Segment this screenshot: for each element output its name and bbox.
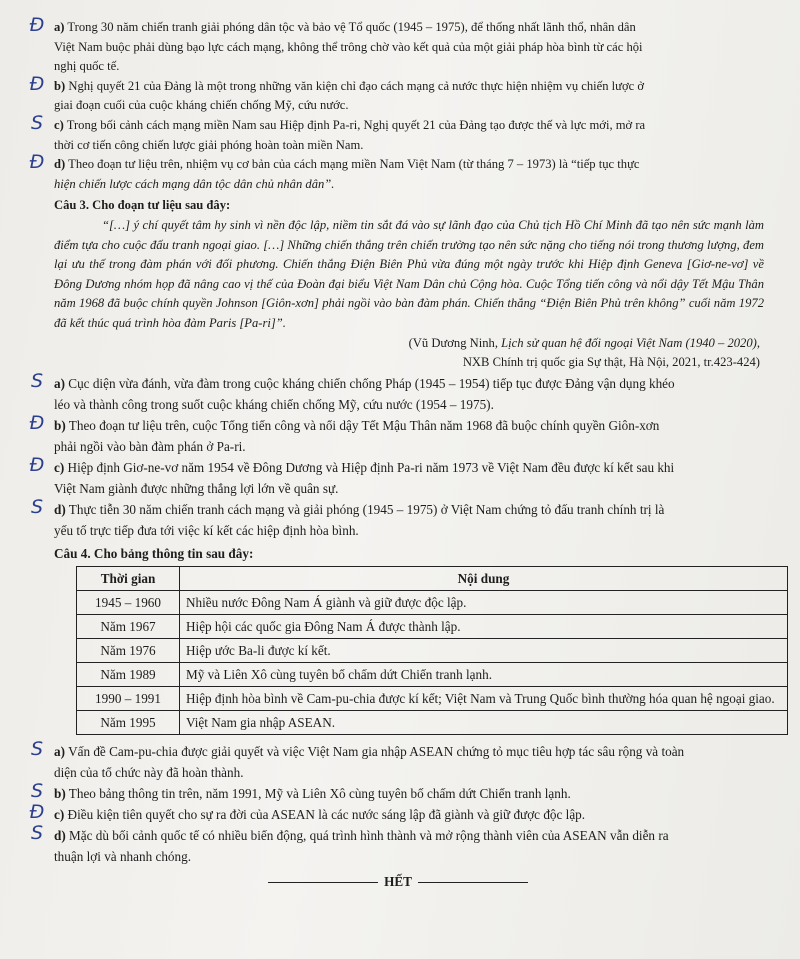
question-4-heading: Câu 4. Cho bảng thông tin sau đây: — [54, 545, 254, 561]
handwritten-mark: Đ — [29, 411, 45, 434]
q3-item-b: Đ b) Theo đoạn tư liệu trên, cuộc Tổng tiến công và nổi dậy Tết Mậu Thân năm 1968 đã buộc chính quyền Giôn-xơn — [29, 411, 660, 434]
p1-item-a: Đ a) Trong 30 năm chiến tranh giải phóng dân tộc và bảo vệ Tổ quốc (1945 – 1975), để thống nhất lãnh thổ, nhân dân — [29, 14, 636, 36]
table-row: Năm 1976 Hiệp ước Ba-li được kí kết. — [77, 638, 788, 662]
q4-item-c: Đ c) Điều kiện tiên quyết cho sự ra đời của ASEAN là các nước sáng lập đã giành và giữ được độc lập. — [29, 800, 586, 823]
table-header-row — [77, 566, 788, 590]
handwritten-mark: Đ — [29, 800, 45, 823]
p1-item-d: Đ d) Theo đoạn tư liệu trên, nhiệm vụ cơ bản của cách mạng miền Nam Việt Nam (từ tháng 7 – 1973) là “tiếp tục thực — [29, 151, 640, 174]
question-3-heading: Câu 3. Cho đoạn tư liệu sau đây: — [54, 198, 231, 213]
p1-item-b: Đ b) Nghị quyết 21 của Đảng là một trong những văn kiện chỉ đạo cách mạng cả nước thực hiện nhiệm vụ chiến lược ở — [29, 72, 645, 95]
table-row: Năm 1967 Hiệp hội các quốc gia Đông Nam Á được thành lập. — [77, 614, 788, 638]
table-row: Năm 1995 Việt Nam gia nhập ASEAN. — [77, 710, 788, 734]
table-row: 1945 – 1960 Nhiều nước Đông Nam Á giành và giữ được độc lập. — [77, 590, 788, 614]
part1-section: Đ a) Trong 30 năm chiến tranh giải phóng dân tộc và bảo vệ Tổ quốc (1945 – 1975), để thống nhất lãnh thổ, nhân dân Việt Nam buộc phải dùng bạo lực cách mạng, không thể trông chờ vào kết quả của một giải pháp hòa bình từ các hội nghị quốc tế. Đ b) Nghị quyết 21 của Đảng là một trong những văn kiện chỉ đạo cách mạng cả nước thực hiện nhiệm vụ chiến lược ở giai đoạn cuối của cuộc kháng chiến chống Mỹ, cứu nước. S c) Trong bối cảnh cách mạng miền Nam sau Hiệp định Pa-ri, Nghị quyết 21 của Đảng tạo được thế và lực mới, mở ra thời cơ tiến công chiến lược giải phóng hoàn toàn miền Nam. Đ d) Theo đoạn tư liệu trên, nhiệm vụ cơ bản của cách mạng miền Nam Việt Nam (từ tháng 7 – 1973) là “tiếp tục thực hiện chiến lược cách mạng dân tộc dân chủ nhân dân”. — [32, 18, 764, 194]
citation-line2: NXB Chính trị quốc gia Sự thật, Hà Nội, 2021, tr.423-424) — [462, 355, 760, 370]
question-4: Câu 4. Cho bảng thông tin sau đây: Thời gian Nội dung 1945 – 1960 Nhiều nước Đông Nam Á giành và giữ được độc lập. Năm 1967 Hiệp hội các quốc gia Đông Nam Á được thành lập. Năm 1976 Hiệp ước Ba-li được kí kết. Năm 1989 Mỹ và Liên Xô cùng tuyên bố chấm dứt Chiến tranh lạnh. 1990 – 1991 Hiệp định hòa bình về Cam-pu-chia được kí kết; Việt Nam và Trung Quốc bình thường hóa quan hệ ngoại giao. Năm 1995 Việt Nam gia nhập ASEAN. S a) Vấn đề Cam-pu-chia được giải quyết và việc Việt Nam gia nhập ASEAN chứng tỏ mục tiêu hợp tác sâu rộng và toàn diện của tổ chức này đã hoàn thành. S b) Theo bảng thông tin trên, năm 1991, Mỹ và Liên Xô cùng tuyên bố chấm dứt Chiến tranh lạnh. Đ c) Điều kiện tiên quyết cho sự ra đời của ASEAN là các nước sáng lập đã giành và giữ được độc lập. S d) Mặc dù bối cảnh quốc tế có nhiều biến động, quá trình hình thành và mở rộng thành viên của ASEAN vẫn diễn ra thuận lợi và nhanh chóng. HẾT — [32, 543, 764, 892]
handwritten-mark: S — [30, 821, 44, 844]
citation: (Vũ Dương Ninh, Lịch sử quan hệ đối ngoại Việt Nam (1940 – 2020), — [408, 335, 760, 350]
info-table — [76, 566, 788, 735]
q4-item-a: S a) Vấn đề Cam-pu-chia được giải quyết và việc Việt Nam gia nhập ASEAN chứng tỏ mục tiêu hợp tác sâu rộng và toàn — [32, 741, 764, 762]
handwritten-mark: Đ — [29, 72, 45, 95]
handwritten-mark: Đ — [29, 14, 45, 36]
handwritten-mark: Đ — [29, 453, 45, 476]
end-rule-left — [268, 882, 378, 883]
q4-item-d: S d) Mặc dù bối cảnh quốc tế có nhiều biến động, quá trình hình thành và mở rộng thành viên của ASEAN vẫn diễn ra — [32, 825, 764, 846]
p1-item-c: S c) Trong bối cảnh cách mạng miền Nam sau Hiệp định Pa-ri, Nghị quyết 21 của Đảng tạo được thế và lực mới, mở ra — [32, 116, 764, 136]
end-rule-right — [418, 882, 528, 883]
handwritten-mark: S — [30, 737, 44, 760]
end-marker: HẾT — [32, 871, 764, 892]
column-header-content: Nội dung — [180, 566, 788, 590]
handwritten-mark: S — [30, 779, 44, 802]
question-3: Câu 3. Cho đoạn tư liệu sau đây: “[…] ý chí quyết tâm hy sinh vì nền độc lập, niềm tin sắt đá vào sự lãnh đạo của Chủ tịch Hồ Chí Minh đã tạo nên sức mạnh làm điểm tựa cho cuộc đấu tranh ngoại giao. […] Những chiến thắng trên chiến trường tạo nên sức nặng cho tiếng nói trong thương lượng, đem lại ưu thế trong đàm phán với đối phương. Chiến thắng Điện Biên Phủ vừa đúng một ngày trước khi Hiệp định Geneva [Giơ-ne-vơ] về Đông Dương nhóm họp đã nâng cao vị thế của Đoàn đại biểu Việt Nam Dân chủ Cộng hòa. Cuộc Tổng tiến công và nổi dậy Tết Mậu Thân năm 1968 đã buộc chính quyền Johnson [Giôn-xơn] phải ngồi vào bàn đàm phán. Chiến thắng “Điện Biên Phủ trên không” cuối năm 1972 đã kết thúc quá trình hòa đàm Paris [Pa-ri]”. (Vũ Dương Ninh, Lịch sử quan hệ đối ngoại Việt Nam (1940 – 2020), NXB Chính trị quốc gia Sự thật, Hà Nội, 2021, tr.423-424) S a) Cục diện vừa đánh, vừa đàm trong cuộc kháng chiến chống Pháp (1945 – 1954) tiếp tục được Đảng vận dụng khéo léo và thành công trong suốt cuộc kháng chiến chống Mỹ, cứu nước (1954 – 1975). Đ b) Theo đoạn tư liệu trên, cuộc Tổng tiến công và nổi dậy Tết Mậu Thân năm 1968 đã buộc chính quyền Giôn-xơn phải ngồi vào bàn đàm phán ở Pa-ri. Đ c) Hiệp định Giơ-ne-vơ năm 1954 về Đông Dương và Hiệp định Pa-ri năm 1973 về Việt Nam đều được kí kết sau khi Việt Nam giành được những thắng lợi lớn về quân sự. S d) Thực tiễn 30 năm chiến tranh cách mạng và giải phóng (1945 – 1975) ở Việt Nam chứng tỏ đấu tranh chính trị là yếu tố trực tiếp đưa tới việc kí kết các hiệp định hòa bình. — [29, 198, 764, 538]
table-row: 1990 – 1991 Hiệp định hòa bình về Cam-pu-chia được kí kết; Việt Nam và Trung Quốc bình thường hóa quan hệ ngoại giao. — [77, 686, 788, 710]
handwritten-mark: S — [30, 495, 44, 518]
handwritten-mark: Đ — [29, 151, 45, 174]
handwritten-mark: S — [30, 369, 44, 392]
q3-item-c: Đ c) Hiệp định Giơ-ne-vơ năm 1954 về Đông Dương và Hiệp định Pa-ri năm 1973 về Việt Nam đều được kí kết sau khi — [29, 453, 675, 476]
quote-passage: “[…] ý chí quyết tâm hy sinh vì nền độc lập, niềm tin sắt đá vào sự lãnh đạo của Chủ tịch Hồ Chí Minh đã tạo nên sức mạnh làm điểm tựa cho cuộc đấu tranh ngoại giao. […] Những chiến thắng trên chiến trường tạo nên sức nặng cho tiếng nói trong thương lượng, đem lại ưu thế trong đàm phán với đối phương. Chiến thắng Điện Biên Phủ vừa đúng một ngày trước khi Hiệp định Geneva [Giơ-ne-vơ] về Đông Dương nhóm họp đã nâng cao vị thế của Đoàn đại biểu Việt Nam Dân chủ Cộng hòa. Cuộc Tổng tiến công và nổi dậy Tết Mậu Thân năm 1968 đã buộc chính quyền Johnson [Giôn-xơn] phải ngồi vào bàn đàm phán. Chiến thắng “Điện Biên Phủ trên không” cuối năm 1972 đã kết thúc quá trình hòa đàm Paris [Pa-ri]”. — [54, 217, 764, 330]
table-row: Năm 1989 Mỹ và Liên Xô cùng tuyên bố chấm dứt Chiến tranh lạnh. — [77, 662, 788, 686]
handwritten-mark: S — [30, 111, 44, 134]
column-header-time: Thời gian — [77, 566, 180, 590]
q4-item-b: S b) Theo bảng thông tin trên, năm 1991, Mỹ và Liên Xô cùng tuyên bố chấm dứt Chiến tranh lạnh. — [32, 783, 764, 804]
q3-item-d: S d) Thực tiễn 30 năm chiến tranh cách mạng và giải phóng (1945 – 1975) ở Việt Nam chứng tỏ đấu tranh chính trị là — [32, 499, 764, 520]
q3-item-a: S a) Cục diện vừa đánh, vừa đàm trong cuộc kháng chiến chống Pháp (1945 – 1954) tiếp tục được Đảng vận dụng khéo — [32, 373, 764, 394]
